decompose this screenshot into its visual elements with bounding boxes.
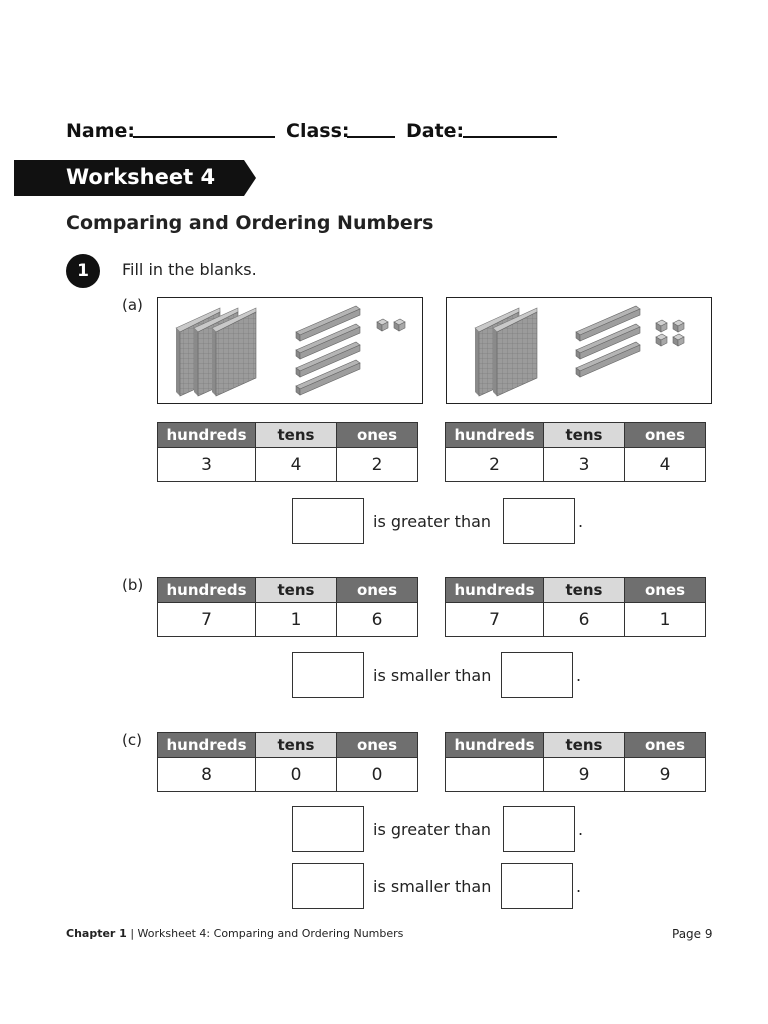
header-hundreds: hundreds <box>158 733 256 758</box>
base-ten-blocks-342-illustration <box>158 298 422 403</box>
answer-box-b-2[interactable] <box>501 652 573 698</box>
header-hundreds: hundreds <box>158 423 256 448</box>
cell-tens: 6 <box>544 603 625 637</box>
cell-tens: 4 <box>256 448 337 482</box>
topic-heading: Comparing and Ordering Numbers <box>66 212 434 234</box>
header-hundreds: hundreds <box>158 578 256 603</box>
part-c-label: (c) <box>122 731 142 749</box>
name-blank[interactable] <box>133 136 275 138</box>
comparison-text-b: is smaller than <box>373 666 492 685</box>
cell-tens: 0 <box>256 758 337 792</box>
comparison-text-a: is greater than <box>373 512 492 531</box>
header-hundreds: hundreds <box>446 733 544 758</box>
place-value-table-a-right <box>445 422 706 482</box>
footer-title: Worksheet 4: Comparing and Ordering Numbers <box>137 927 404 940</box>
answer-box-c-1[interactable] <box>292 806 364 852</box>
header-hundreds: hundreds <box>446 578 544 603</box>
answer-box-c-4[interactable] <box>501 863 573 909</box>
date-label: Date: <box>406 120 465 142</box>
page-number: Page 9 <box>672 927 713 941</box>
answer-box-c-3[interactable] <box>292 863 364 909</box>
base-ten-blocks-picture-right <box>446 297 712 404</box>
class-blank[interactable] <box>347 136 395 138</box>
base-ten-blocks-picture-left <box>157 297 423 404</box>
cell-ones: 9 <box>625 758 706 792</box>
date-blank[interactable] <box>463 136 557 138</box>
cell-hundreds: 8 <box>158 758 256 792</box>
part-b-label: (b) <box>122 576 144 594</box>
place-value-table-b-left <box>157 577 418 637</box>
header-ones: ones <box>337 578 418 603</box>
cell-tens: 3 <box>544 448 625 482</box>
cell-tens: 9 <box>544 758 625 792</box>
place-value-table-c-left <box>157 732 418 792</box>
header-ones: ones <box>337 423 418 448</box>
answer-box-a-1[interactable] <box>292 498 364 544</box>
header-tens: tens <box>544 423 625 448</box>
header-ones: ones <box>337 733 418 758</box>
place-value-table-b-right <box>445 577 706 637</box>
header-tens: tens <box>256 423 337 448</box>
cell-hundreds: 2 <box>446 448 544 482</box>
part-a-label: (a) <box>122 296 143 314</box>
worksheet-title: Worksheet 4 <box>66 165 216 189</box>
cell-hundreds: 7 <box>158 603 256 637</box>
cell-ones: 6 <box>337 603 418 637</box>
period-a: . <box>578 512 584 531</box>
header-tens: tens <box>544 578 625 603</box>
header-tens: tens <box>256 733 337 758</box>
answer-box-b-1[interactable] <box>292 652 364 698</box>
question-instruction: Fill in the blanks. <box>122 260 257 279</box>
comparison-text-c-1: is greater than <box>373 820 492 839</box>
cell-hundreds: 3 <box>158 448 256 482</box>
footer-chapter: Chapter 1 <box>66 927 127 940</box>
cell-ones: 2 <box>337 448 418 482</box>
header-ones: ones <box>625 733 706 758</box>
header-hundreds: hundreds <box>446 423 544 448</box>
question-number-badge <box>66 254 100 288</box>
answer-box-c-2[interactable] <box>503 806 575 852</box>
cell-ones: 4 <box>625 448 706 482</box>
footer-separator: | <box>126 927 138 940</box>
period-b: . <box>576 666 582 685</box>
header-ones: ones <box>625 423 706 448</box>
period-c-2: . <box>576 877 582 896</box>
cell-tens: 1 <box>256 603 337 637</box>
footer-chapter-info <box>66 927 403 940</box>
name-label: Name: <box>66 120 136 142</box>
header-tens: tens <box>544 733 625 758</box>
base-ten-blocks-234-illustration <box>447 298 711 403</box>
answer-box-a-2[interactable] <box>503 498 575 544</box>
cell-ones: 1 <box>625 603 706 637</box>
place-value-table-a-left <box>157 422 418 482</box>
class-label: Class: <box>286 120 350 142</box>
comparison-text-c-2: is smaller than <box>373 877 492 896</box>
cell-hundreds: 7 <box>446 603 544 637</box>
place-value-table-c-right <box>445 732 706 792</box>
header-tens: tens <box>256 578 337 603</box>
question-number: 1 <box>77 261 89 281</box>
period-c-1: . <box>578 820 584 839</box>
cell-ones: 0 <box>337 758 418 792</box>
header-ones: ones <box>625 578 706 603</box>
cell-hundreds-blank[interactable] <box>446 758 544 792</box>
